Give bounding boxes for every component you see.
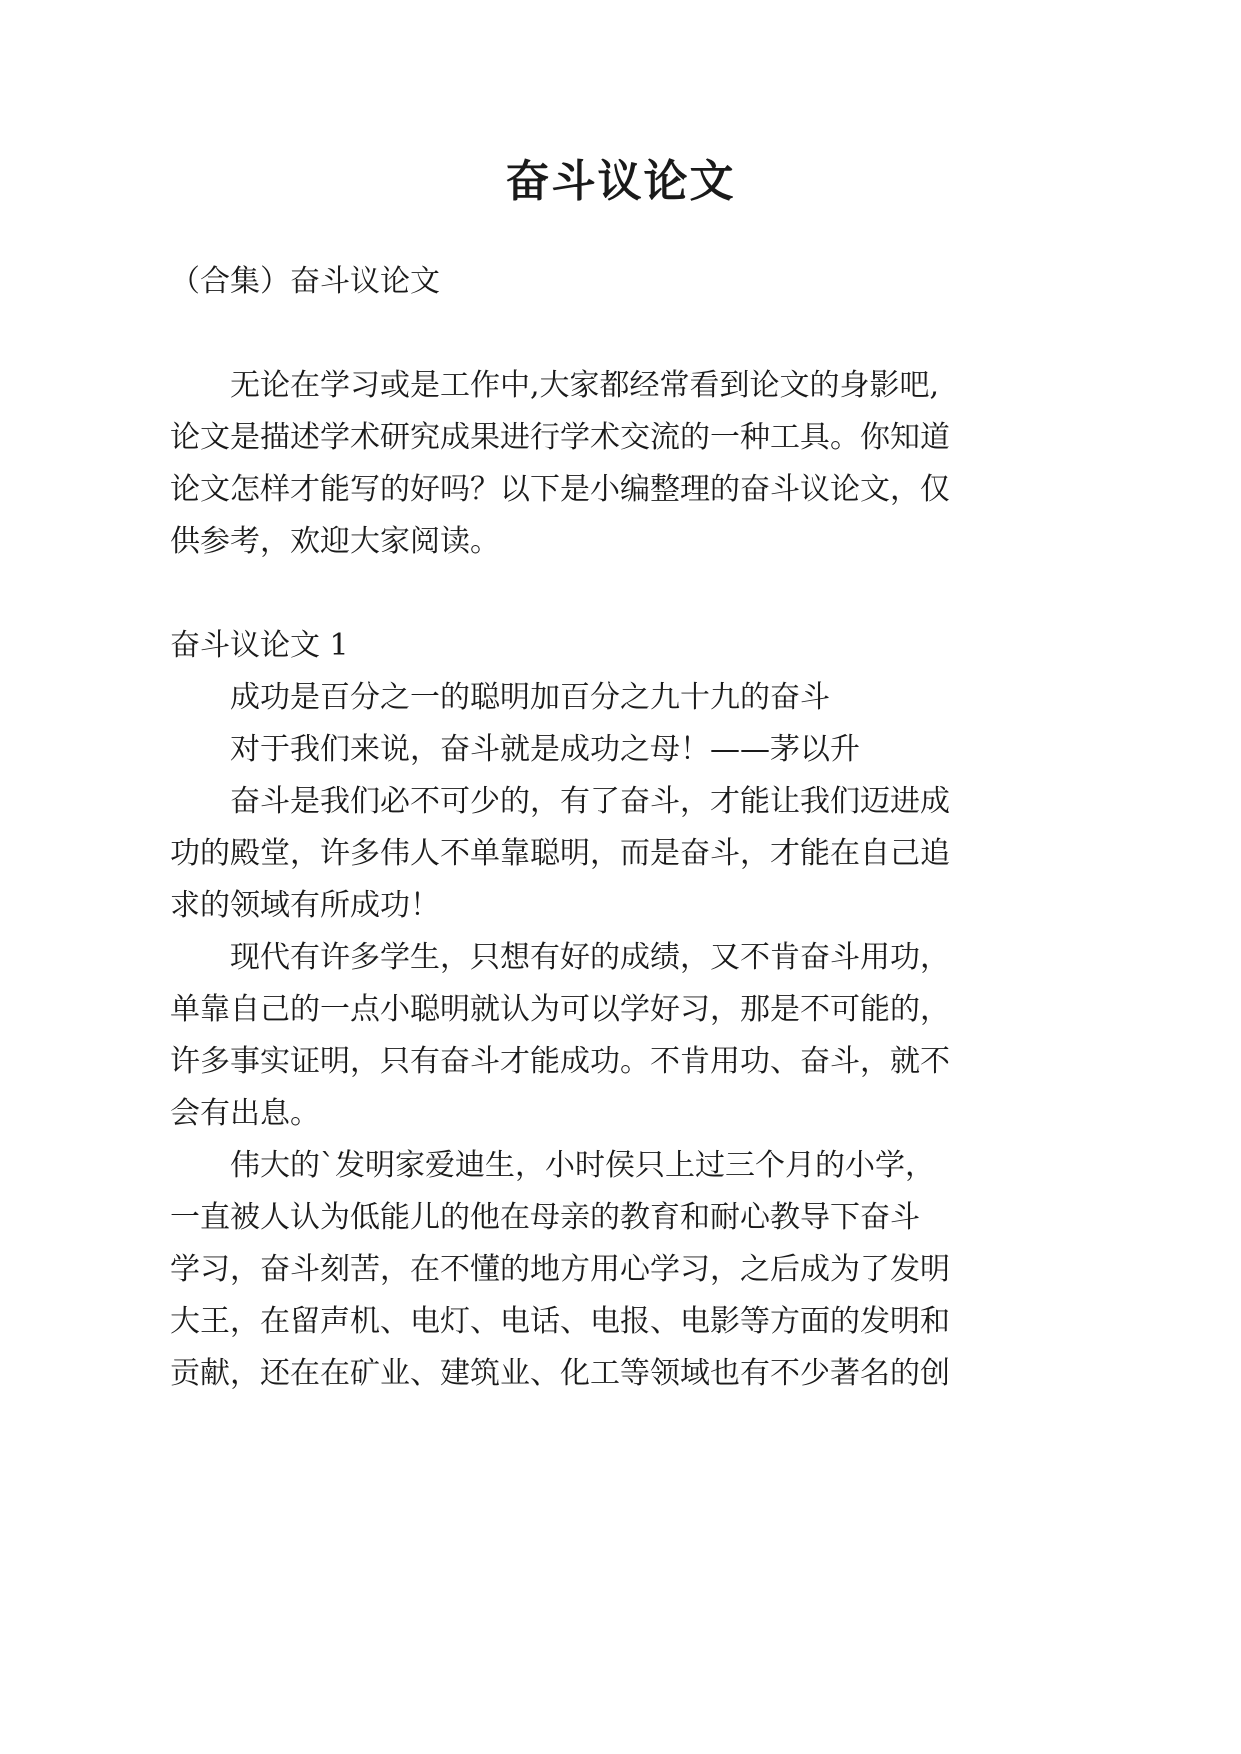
paragraph-text: 奋斗是我们必不可少的，有了奋斗，才能让我们迈进成 [230, 784, 950, 819]
paragraph-text: 无论在学习或是工作中,大家都经常看到论文的身影吧, [230, 368, 940, 403]
paragraph-text: 求的领域有所成功！ [170, 888, 440, 923]
paragraph-text: 贡献，还在在矿业、建筑业、化工等领域也有不少著名的创 [170, 1356, 950, 1391]
paragraph-text: 成功是百分之一的聪明加百分之九十九的奋斗 [230, 680, 830, 715]
section-heading: 奋斗议论文 1 [170, 628, 349, 663]
paragraph-text: 一直被人认为低能儿的他在母亲的教育和耐心教导下奋斗 [170, 1200, 920, 1235]
subtitle: （合集）奋斗议论文 [170, 264, 440, 299]
paragraph-text: 学习，奋斗刻苦，在不懂的地方用心学习，之后成为了发明 [170, 1252, 950, 1287]
paragraph-text: 论文是描述学术研究成果进行学术交流的一种工具。你知道 [170, 420, 950, 455]
paragraph-text: 伟大的`发明家爱迪生，小时侯只上过三个月的小学， [230, 1148, 935, 1183]
paragraph-text: 论文怎样才能写的好吗？以下是小编整理的奋斗议论文，仅 [170, 472, 950, 507]
paragraph-text: 现代有许多学生，只想有好的成绩，又不肯奋斗用功， [230, 940, 950, 975]
paragraph-text: 对于我们来说，奋斗就是成功之母！——茅以升 [230, 732, 860, 767]
paragraph-text: 单靠自己的一点小聪明就认为可以学好习，那是不可能的， [170, 992, 950, 1027]
paragraph-text: 大王，在留声机、电灯、电话、电报、电影等方面的发明和 [170, 1304, 950, 1339]
paragraph-text: 功的殿堂，许多伟人不单靠聪明，而是奋斗，才能在自己追 [170, 836, 950, 871]
paragraph-text: 供参考，欢迎大家阅读。 [170, 524, 500, 559]
page-title: 奋斗议论文 [505, 156, 736, 207]
paragraph-text: 许多事实证明，只有奋斗才能成功。不肯用功、奋斗，就不 [170, 1044, 950, 1079]
paragraph-text: 会有出息。 [170, 1096, 320, 1131]
